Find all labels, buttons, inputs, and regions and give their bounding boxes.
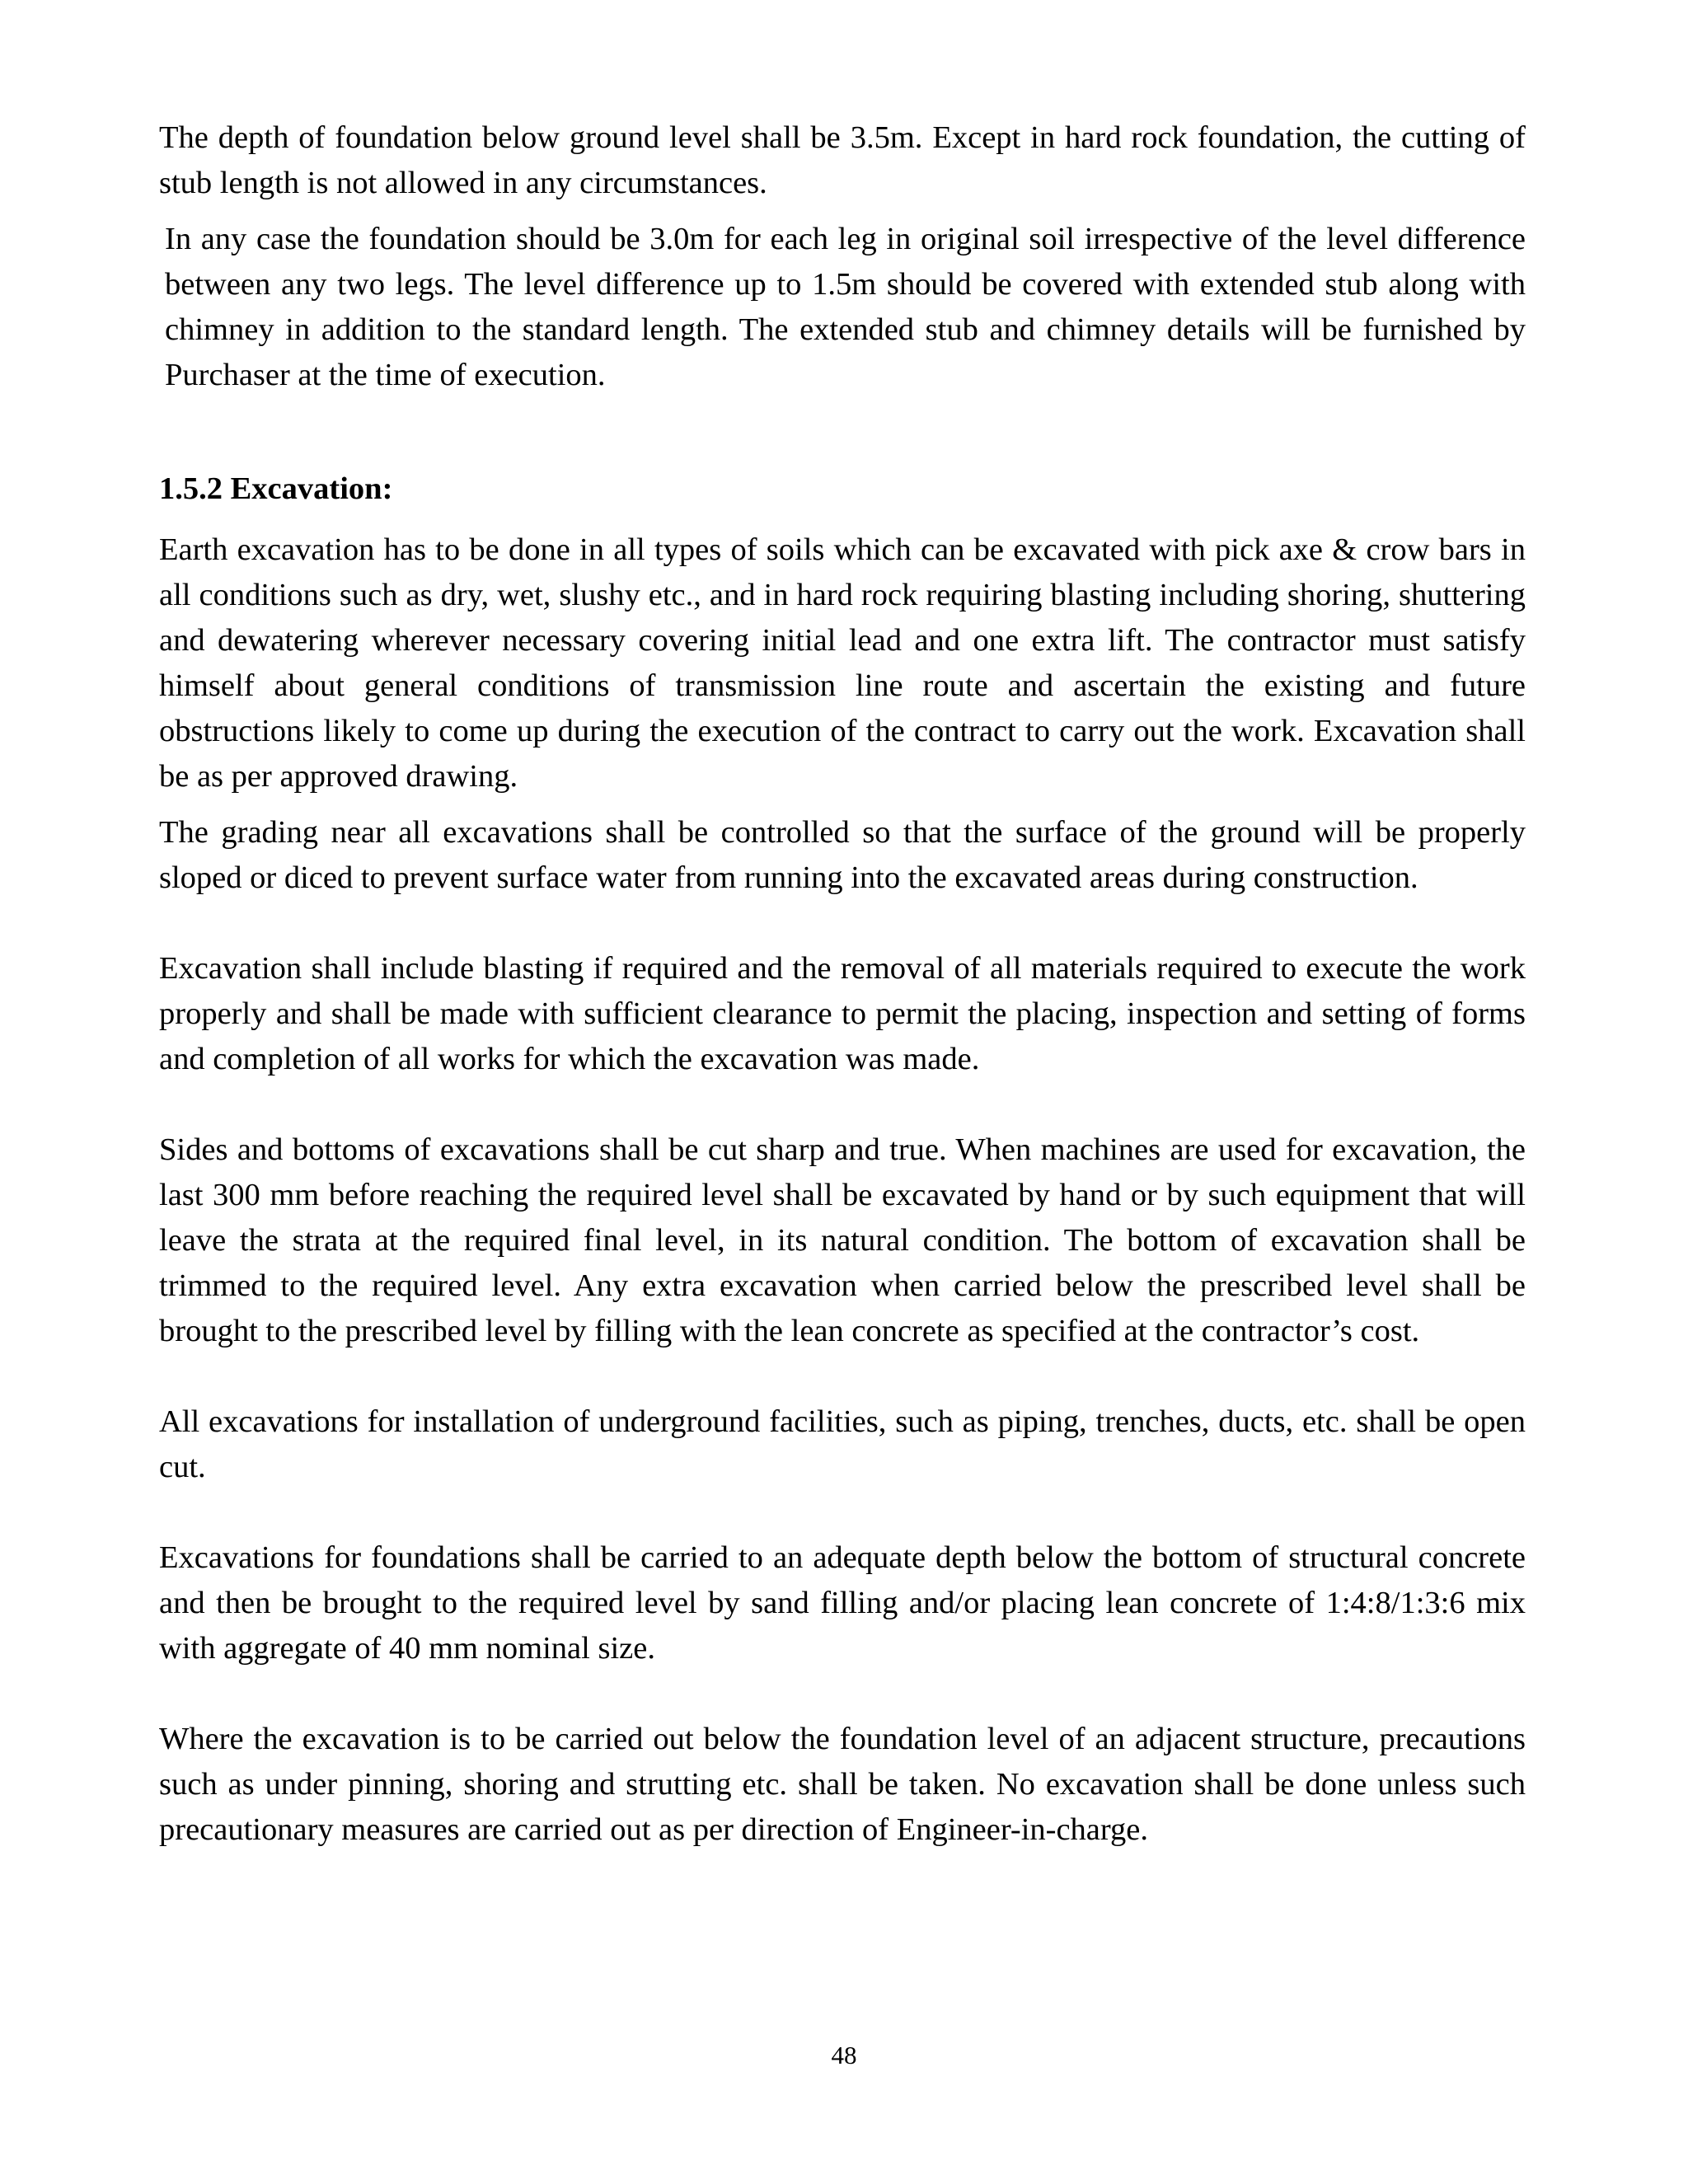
page-number: 48: [831, 2041, 857, 2069]
paragraph-sides-bottoms: Sides and bottoms of excavations shall be cut sharp and true. When machines are used for excavation, the last 300 mm before reaching the required level shall be excavated by hand or by such equipment that will leave the strata at the required final level, in its natural condition. The bottom of excavation shall be trimmed to the required level. Any extra excavation when carried below the prescribed level shall be brought to the prescribed level by filling with the lean concrete as specified at the contractor’s cost.: [159, 1132, 1526, 1348]
paragraph-earth-excavation: Earth excavation has to be done in all types of soils which can be excavated with pick axe & crow bars in all conditions such as dry, wet, slushy etc., and in hard rock requiring blasting including shoring, shuttering and dewatering wherever necessary covering initial lead and one extra lift. The contractor must satisfy himself about general conditions of transmission line route and ascertain the existing and future obstructions likely to come up during the execution of the contract to carry out the work. Excavation shall be as per approved drawing.: [159, 532, 1526, 794]
section-heading-excavation: 1.5.2 Excavation:: [159, 471, 393, 506]
paragraph-adjacent-structure: Where the excavation is to be carried out below the foundation level of an adjacent structure, precautions such as under pinning, shoring and strutting etc. shall be taken. No excavation shall be done unless such precautionary measures are carried out as per direction of Engineer-in-charge.: [159, 1722, 1526, 1847]
paragraph-foundation-excavations: Excavations for foundations shall be carried to an adequate depth below the bottom of structural concrete and then be brought to the required level by sand filling and/or placing lean concrete of 1:4:8/1:3:6 mix with aggregate of 40 mm nominal size.: [159, 1540, 1526, 1666]
paragraph-blasting: Excavation shall include blasting if required and the removal of all materials required to execute the work properly and shall be made with sufficient clearance to permit the placing, inspection and setting of forms and completion of all works for which the excavation was made.: [159, 951, 1526, 1076]
paragraph-grading: The grading near all excavations shall be controlled so that the surface of the ground will be properly sloped or diced to prevent surface water from running into the excavated areas during construction.: [159, 815, 1526, 895]
paragraph-foundation-depth: The depth of foundation below ground level shall be 3.5m. Except in hard rock foundation, the cutting of stub length is not allowed in any circumstances.: [159, 120, 1526, 200]
document-page: [159, 115, 1526, 1853]
paragraph-foundation-leg: In any case the foundation should be 3.0m for each leg in original soil irrespective of the level difference between any two legs. The level difference up to 1.5m should be covered with extended stub along with chimney in addition to the standard length. The extended stub and chimney details will be furnished by Purchaser at the time of execution.: [165, 222, 1526, 392]
paragraph-underground-facilities: All excavations for installation of underground facilities, such as piping, trenches, ducts, etc. shall be open cut.: [159, 1404, 1526, 1484]
